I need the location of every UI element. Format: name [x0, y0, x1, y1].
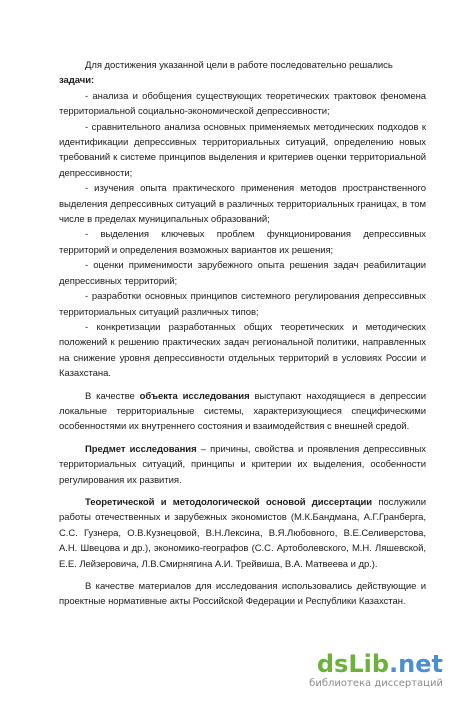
logo-tld: net	[398, 650, 443, 678]
logo-dot: .	[389, 650, 399, 678]
task-item: - изучения опыта практического применения методов пространственного выделения депрессивных ситуаций в различных территориальных границах, в том числе в пределах муниципальных образований;	[59, 183, 426, 226]
logo-main-text: dsLib	[316, 650, 390, 678]
document-page	[59, 58, 426, 610]
methodology-term: Теоретической и методологической основой диссертации	[85, 496, 373, 508]
tasks-heading: задачи:	[59, 75, 95, 87]
task-item: - анализа и обобщения существующих теоретических трактовок феномена территориальной социально-экономической депрессивности;	[59, 90, 426, 118]
methodology-paragraph	[59, 495, 426, 572]
watermark-subtitle: библиотека диссертаций	[309, 678, 443, 689]
task-item: - конкретизации разработанных общих теоретических и методических положений к решению практических задач региональной политики, направленных на снижение уровня депрессивности отдельных территорий в условиях России и Казахстана.	[59, 321, 426, 380]
materials-paragraph: В качестве материалов для исследования использовались действующие и проектные нормативные акты Российской Федерации и Республики Казахстан.	[59, 581, 426, 608]
object-text: выступают находящиеся в депрессии локальные территориальные системы, характеризующиеся специфическими особенностями их внутреннего состояния и взаимодействия с внешней средой.	[59, 390, 427, 433]
object-lead: В качестве	[85, 390, 135, 402]
subject-term: Предмет исследования	[85, 443, 197, 455]
methodology-text: послужили работы отечественных и зарубежных экономистов (М.К.Бандмана, А.Г.Гранберга, С.С. Гузнера, О.В.Кузнецовой, В.Н.Лексина, В.Я.Любовного, В.Е.Селиверстова, А.Н. Швецова и др.), экономико-географов (С.С. Артоболевского, М.Н. Ляшевской, Е.Е. Лейзеровича, Л.В.Смирнягина А.И. Трейвиша, В.А. Матвеева и др.).	[59, 496, 426, 570]
object-paragraph	[59, 389, 426, 435]
subject-paragraph	[59, 442, 426, 488]
watermark	[268, 651, 443, 695]
task-item: - разработки основных принципов системного регулирования депрессивных территориальных ситуаций различных типов;	[59, 291, 426, 318]
task-item: - сравнительного анализа основных применяемых методических подходов к идентификации депрессивных территориальных ситуаций, определению новых требований к системе принципов выделения и критериев оценки территориальной депрессивности;	[59, 121, 426, 179]
subject-text: – причины, свойства и проявления депрессивных территориальных ситуаций, принципы и критерии их выделения, особенности регулирования их развития.	[59, 443, 426, 486]
task-item: - выделения ключевых проблем функционирования депрессивных территорий и определения возможных вариантов их решения;	[59, 229, 426, 256]
object-term: объекта исследования	[139, 390, 250, 402]
intro-paragraph: Для достижения указанной цели в работе последовательно решались	[85, 60, 393, 71]
dslib-logo	[268, 651, 443, 677]
task-item: - оценки применимости зарубежного опыта решения задач реабилитации депрессивных территорий;	[59, 260, 426, 287]
